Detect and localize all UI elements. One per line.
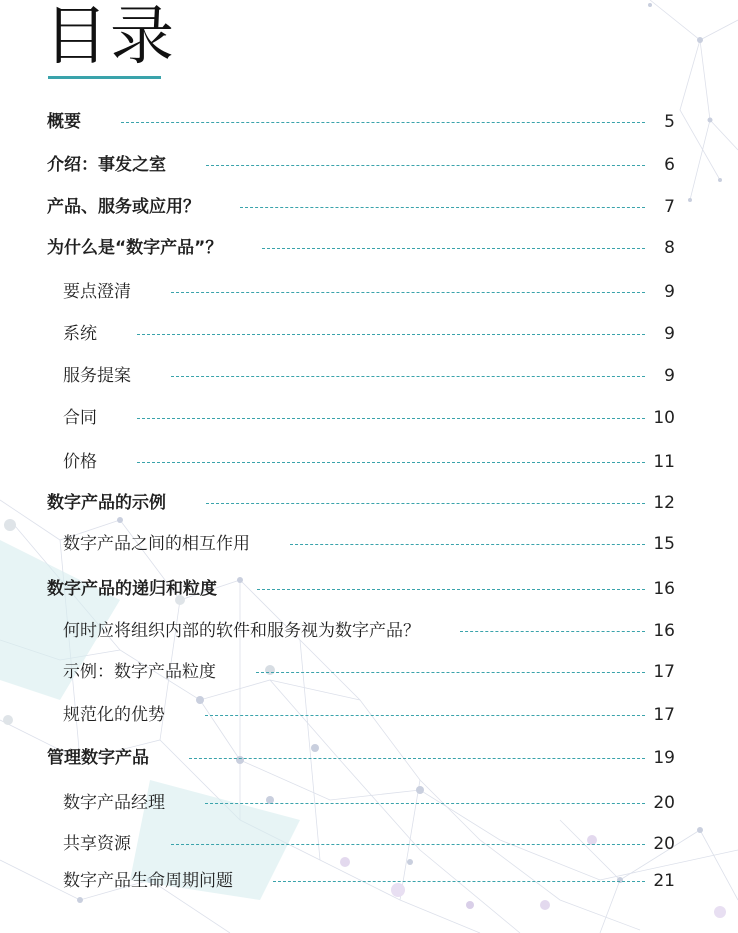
toc-entry-label: 要点澄清	[63, 282, 131, 302]
toc-entry-page-number: 6	[664, 155, 675, 175]
dot-leader	[290, 544, 645, 545]
toc-entry-page-number: 12	[653, 493, 675, 513]
dot-leader	[121, 122, 645, 123]
toc-entry[interactable]	[0, 195, 738, 219]
toc-entry[interactable]	[0, 703, 738, 727]
toc-entry-label: 数字产品的示例	[47, 493, 166, 513]
toc-entry-label: 系统	[63, 324, 97, 344]
toc-entry-label: 规范化的优势	[63, 705, 165, 725]
dot-leader	[171, 292, 645, 293]
toc-entry[interactable]	[0, 619, 738, 643]
toc-entry-page-number: 9	[664, 324, 675, 344]
dot-leader	[189, 758, 645, 759]
toc-entry-label: 共享资源	[63, 834, 131, 854]
dot-leader	[137, 418, 645, 419]
toc-entry-page-number: 20	[653, 793, 675, 813]
toc-entry-label: 示例：数字产品粒度	[63, 662, 216, 682]
toc-entry-page-number: 19	[653, 748, 675, 768]
toc-entry[interactable]	[0, 110, 738, 134]
dot-leader	[206, 503, 645, 504]
toc-entry-label: 产品、服务或应用？	[47, 197, 200, 217]
page-title: 目录	[44, 0, 176, 74]
dot-leader	[171, 844, 645, 845]
dot-leader	[171, 376, 645, 377]
toc-entry-label: 介绍：事发之室	[47, 155, 166, 175]
toc-entry-label: 管理数字产品	[47, 748, 149, 768]
dot-leader	[240, 207, 645, 208]
toc-entry-page-number: 16	[653, 621, 675, 641]
toc-entry-label: 数字产品经理	[63, 793, 165, 813]
toc-entry-label: 合同	[63, 408, 97, 428]
toc-entry-page-number: 10	[653, 408, 675, 428]
toc-entry-label: 数字产品生命周期问题	[63, 871, 233, 891]
dot-leader	[137, 334, 645, 335]
toc-entry[interactable]	[0, 322, 738, 346]
toc-entry-label: 概要	[47, 112, 81, 132]
dot-leader	[137, 462, 645, 463]
dot-leader	[262, 248, 645, 249]
toc-entry-page-number: 20	[653, 834, 675, 854]
dot-leader	[205, 803, 645, 804]
toc-entry[interactable]	[0, 280, 738, 304]
toc-entry-page-number: 7	[664, 197, 675, 217]
dot-leader	[460, 631, 645, 632]
toc-entry-label: 服务提案	[63, 366, 131, 386]
toc-entry[interactable]	[0, 491, 738, 515]
toc-entry[interactable]	[0, 532, 738, 556]
toc-entry-page-number: 8	[664, 238, 675, 258]
toc-entry[interactable]	[0, 746, 738, 770]
dot-leader	[273, 881, 645, 882]
toc-entry-label: 数字产品的递归和粒度	[47, 579, 217, 599]
toc-entry[interactable]	[0, 236, 738, 260]
dot-leader	[205, 715, 645, 716]
toc-entry-label: 何时应将组织内部的软件和服务视为数字产品？	[63, 621, 420, 641]
dot-leader	[257, 589, 645, 590]
dot-leader	[256, 672, 645, 673]
toc-entry-label: 数字产品之间的相互作用	[63, 534, 250, 554]
toc-entry-label: 为什么是“数字产品”？	[47, 238, 223, 258]
dot-leader	[206, 165, 645, 166]
toc-entry[interactable]	[0, 450, 738, 474]
toc-entry-page-number: 15	[653, 534, 675, 554]
toc-entry-page-number: 16	[653, 579, 675, 599]
toc-entry[interactable]	[0, 869, 738, 893]
toc-entry-page-number: 9	[664, 366, 675, 386]
toc-entry[interactable]	[0, 577, 738, 601]
toc-entry-page-number: 5	[664, 112, 675, 132]
toc-entry[interactable]	[0, 660, 738, 684]
toc-entry-page-number: 17	[653, 705, 675, 725]
toc-entry-page-number: 9	[664, 282, 675, 302]
toc-entry[interactable]	[0, 153, 738, 177]
toc-entry[interactable]	[0, 832, 738, 856]
toc-entry[interactable]	[0, 406, 738, 430]
toc-entry[interactable]	[0, 364, 738, 388]
toc-entry-page-number: 11	[653, 452, 675, 472]
toc-entry-page-number: 17	[653, 662, 675, 682]
toc-entry[interactable]	[0, 791, 738, 815]
toc-entry-label: 价格	[63, 452, 97, 472]
toc-entry-page-number: 21	[653, 871, 675, 891]
